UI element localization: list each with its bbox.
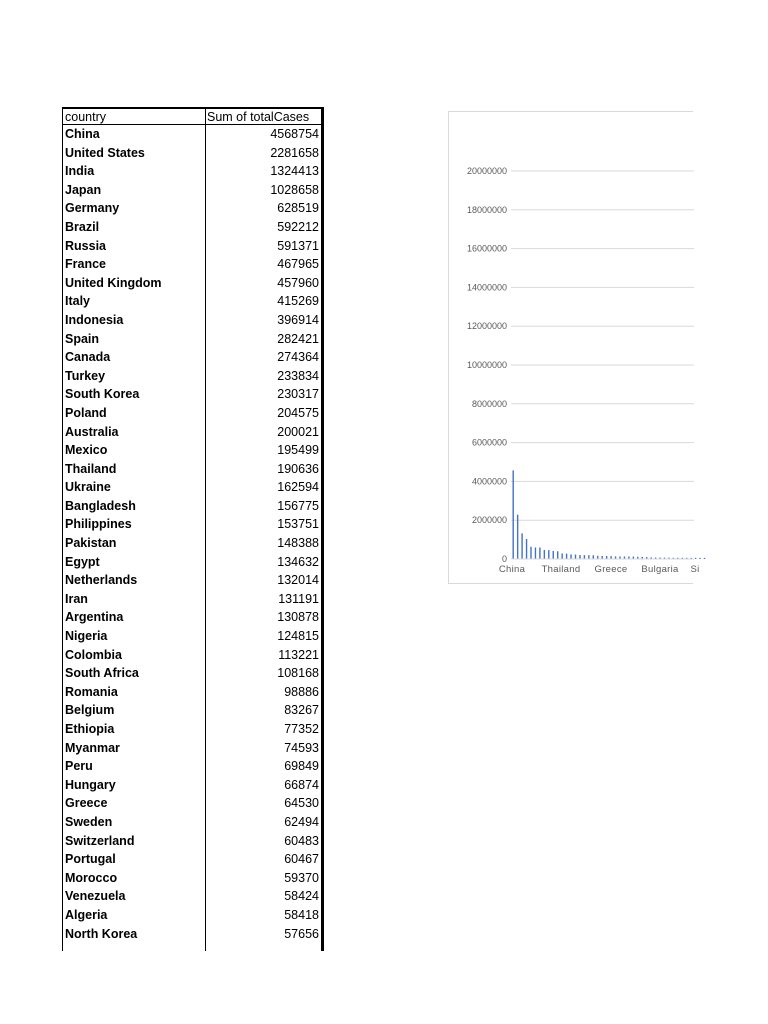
total-cases-cell[interactable]: 282421 — [277, 331, 319, 346]
total-cases-cell[interactable]: 74593 — [284, 740, 319, 755]
column-header-country[interactable]: country — [63, 109, 206, 124]
total-cases-cell[interactable]: 130878 — [277, 610, 319, 625]
country-cell[interactable]: Indonesia — [63, 311, 206, 330]
column-header-sum-total-cases[interactable]: Sum of totalCases — [207, 110, 310, 124]
country-cell[interactable]: Switzerland — [63, 832, 206, 851]
table-row[interactable] — [63, 144, 321, 163]
country-cell[interactable]: Egypt — [63, 553, 206, 572]
country-cell[interactable]: Australia — [63, 423, 206, 442]
total-cases-cell[interactable]: 58424 — [284, 889, 319, 904]
country-cell[interactable]: India — [63, 162, 206, 181]
bar[interactable] — [530, 547, 531, 559]
x-tick-label: Bulgaria — [641, 564, 679, 575]
country-cell[interactable]: Argentina — [63, 608, 206, 627]
country-cell[interactable]: Bangladesh — [63, 497, 206, 516]
country-cell[interactable]: Venezuela — [63, 887, 206, 906]
table-row[interactable] — [63, 813, 321, 832]
bar[interactable] — [695, 558, 696, 559]
table-row[interactable] — [63, 571, 321, 590]
pivot-table — [62, 107, 324, 951]
bar[interactable] — [521, 533, 522, 559]
country-cell[interactable]: Ethiopia — [63, 720, 206, 739]
country-cell[interactable]: Turkey — [63, 367, 206, 386]
table-row[interactable] — [63, 776, 321, 795]
pivot-body — [63, 125, 321, 943]
total-cases-cell[interactable]: 153751 — [277, 517, 319, 532]
table-row[interactable] — [63, 292, 321, 311]
total-cases-cell[interactable]: 132014 — [277, 573, 319, 588]
bar[interactable] — [526, 539, 527, 559]
x-axis-labels — [499, 564, 700, 575]
table-row[interactable] — [63, 423, 321, 442]
country-cell[interactable]: Portugal — [63, 850, 206, 869]
y-tick-label: 4000000 — [471, 476, 507, 487]
table-row[interactable] — [63, 869, 321, 888]
total-cases-cell[interactable]: 396914 — [277, 312, 319, 327]
country-cell[interactable]: Japan — [63, 181, 206, 200]
bar[interactable] — [553, 551, 554, 559]
total-cases-cell[interactable]: 230317 — [277, 387, 319, 402]
total-cases-cell[interactable]: 204575 — [277, 405, 319, 420]
table-row[interactable] — [63, 311, 321, 330]
total-cases-cell[interactable]: 83267 — [284, 703, 319, 718]
country-cell[interactable]: Thailand — [63, 460, 206, 479]
total-cases-cell[interactable]: 1324413 — [270, 164, 319, 179]
country-cell[interactable]: Romania — [63, 683, 206, 702]
country-cell[interactable]: Netherlands — [63, 571, 206, 590]
table-row[interactable] — [63, 348, 321, 367]
country-cell[interactable]: Mexico — [63, 441, 206, 460]
bar[interactable] — [517, 515, 518, 559]
table-row[interactable] — [63, 460, 321, 479]
table-row[interactable] — [63, 441, 321, 460]
total-cases-cell[interactable]: 162594 — [277, 480, 319, 495]
total-cases-cell[interactable]: 457960 — [277, 275, 319, 290]
table-row[interactable] — [63, 534, 321, 553]
total-cases-cell[interactable]: 59370 — [284, 870, 319, 885]
x-tick-label: Greece — [594, 564, 628, 575]
country-cell[interactable]: China — [63, 125, 206, 144]
country-cell[interactable]: South Africa — [63, 664, 206, 683]
y-tick-label: 0 — [501, 554, 507, 564]
table-row[interactable] — [63, 125, 321, 144]
bar-chart — [449, 112, 700, 585]
total-cases-cell[interactable]: 628519 — [277, 201, 319, 216]
table-row[interactable] — [63, 608, 321, 627]
table-row[interactable] — [63, 404, 321, 423]
country-cell[interactable]: Nigeria — [63, 627, 206, 646]
bar[interactable] — [699, 558, 700, 559]
country-cell[interactable]: Pakistan — [63, 534, 206, 553]
country-cell[interactable]: Germany — [63, 199, 206, 218]
country-cell[interactable]: Greece — [63, 794, 206, 813]
total-cases-cell[interactable]: 66874 — [284, 777, 319, 792]
pivot-header-row — [63, 107, 321, 125]
country-cell[interactable]: Myanmar — [63, 739, 206, 758]
country-cell[interactable]: United States — [63, 144, 206, 163]
total-cases-cell[interactable]: 60467 — [284, 852, 319, 867]
table-row[interactable] — [63, 218, 321, 237]
bar[interactable] — [579, 555, 580, 559]
table-row[interactable] — [63, 553, 321, 572]
pivot-table-bottom — [63, 943, 321, 951]
total-cases-cell[interactable]: 60483 — [284, 833, 319, 848]
y-tick-label: 20000000 — [466, 166, 507, 176]
total-cases-cell[interactable]: 124815 — [277, 629, 319, 644]
country-cell[interactable]: France — [63, 255, 206, 274]
y-tick-label: 6000000 — [471, 437, 507, 448]
y-tick-label: 10000000 — [466, 360, 507, 370]
bar[interactable] — [548, 550, 549, 559]
country-cell[interactable]: Peru — [63, 757, 206, 776]
bar[interactable] — [566, 554, 567, 559]
country-cell[interactable]: Algeria — [63, 906, 206, 925]
table-row[interactable] — [63, 683, 321, 702]
country-cell[interactable]: Hungary — [63, 776, 206, 795]
total-cases-cell[interactable]: 195499 — [277, 443, 319, 458]
country-cell[interactable]: Russia — [63, 237, 206, 256]
x-tick-label: China — [498, 564, 526, 575]
bar[interactable] — [704, 558, 705, 559]
table-row[interactable] — [63, 162, 321, 181]
country-cell[interactable]: Philippines — [63, 515, 206, 534]
table-row[interactable] — [63, 925, 321, 944]
total-cases-cell[interactable]: 134632 — [277, 554, 319, 569]
y-tick-label: 8000000 — [471, 398, 507, 409]
country-cell[interactable]: Italy — [63, 292, 206, 311]
country-cell[interactable]: Colombia — [63, 646, 206, 665]
bar[interactable] — [539, 548, 540, 559]
total-cases-cell[interactable]: 156775 — [277, 498, 319, 513]
table-row[interactable] — [63, 478, 321, 497]
total-cases-cell[interactable]: 131191 — [278, 591, 319, 606]
y-tick-label: 2000000 — [471, 515, 507, 526]
table-row[interactable] — [63, 887, 321, 906]
table-row[interactable] — [63, 850, 321, 869]
total-cases-cell[interactable]: 148388 — [277, 536, 319, 551]
total-cases-cell[interactable]: 274364 — [277, 350, 319, 365]
y-tick-label: 18000000 — [466, 204, 507, 215]
table-row[interactable] — [63, 794, 321, 813]
table-row[interactable] — [63, 701, 321, 720]
table-row[interactable] — [63, 515, 321, 534]
total-cases-cell[interactable]: 415269 — [277, 294, 319, 309]
total-cases-cell[interactable]: 4568754 — [270, 127, 319, 141]
gridlines — [511, 171, 694, 520]
country-cell[interactable]: Iran — [63, 590, 206, 609]
total-cases-cell[interactable]: 57656 — [284, 926, 319, 941]
table-row[interactable] — [63, 646, 321, 665]
table-row[interactable] — [63, 757, 321, 776]
country-cell[interactable]: Canada — [63, 348, 206, 367]
total-cases-cell[interactable]: 1028658 — [270, 182, 319, 197]
table-row[interactable] — [63, 832, 321, 851]
bar-series[interactable] — [513, 470, 706, 559]
y-tick-label: 16000000 — [466, 243, 507, 254]
bar[interactable] — [570, 554, 571, 559]
table-row[interactable] — [63, 739, 321, 758]
y-tick-label: 14000000 — [466, 282, 507, 293]
bar[interactable] — [535, 548, 536, 559]
total-cases-cell[interactable]: 69849 — [284, 759, 319, 774]
bar[interactable] — [544, 550, 545, 559]
country-cell[interactable]: Poland — [63, 404, 206, 423]
total-cases-cell[interactable]: 64530 — [284, 796, 319, 811]
y-axis-labels — [467, 166, 507, 564]
table-row[interactable] — [63, 367, 321, 386]
table-row[interactable] — [63, 181, 321, 200]
total-cases-cell[interactable]: 98886 — [284, 684, 319, 699]
country-cell[interactable]: Belgium — [63, 701, 206, 720]
x-tick-label: Thailand — [541, 564, 581, 575]
country-cell[interactable]: Morocco — [63, 869, 206, 888]
bar[interactable] — [588, 555, 589, 559]
total-cases-cell[interactable]: 62494 — [284, 814, 319, 829]
total-cases-cell[interactable]: 77352 — [284, 722, 319, 736]
country-cell[interactable]: South Korea — [63, 385, 206, 404]
table-row[interactable] — [63, 330, 321, 349]
y-tick-label: 12000000 — [466, 321, 507, 332]
country-cell[interactable]: Ukraine — [63, 478, 206, 497]
total-cases-cell[interactable]: 2281658 — [270, 145, 319, 160]
bar[interactable] — [593, 555, 594, 559]
bar[interactable] — [584, 555, 585, 559]
total-cases-cell[interactable]: 108168 — [277, 666, 319, 681]
total-cases-cell[interactable]: 113221 — [278, 647, 319, 662]
bar[interactable] — [561, 554, 562, 559]
table-row[interactable] — [63, 274, 321, 293]
country-cell[interactable]: Sweden — [63, 813, 206, 832]
table-row[interactable] — [63, 720, 321, 739]
total-cases-cell[interactable]: 58418 — [284, 907, 319, 922]
total-cases-cell[interactable]: 591371 — [277, 238, 319, 253]
table-row[interactable] — [63, 664, 321, 683]
table-row[interactable] — [63, 906, 321, 925]
table-row[interactable] — [63, 199, 321, 218]
country-cell[interactable]: North Korea — [63, 925, 206, 944]
country-cell[interactable]: United Kingdom — [63, 274, 206, 293]
country-cell[interactable]: Spain — [63, 330, 206, 349]
table-row[interactable] — [63, 237, 321, 256]
total-cases-cell[interactable]: 233834 — [277, 368, 319, 383]
bar[interactable] — [575, 555, 576, 559]
bar[interactable] — [513, 470, 514, 559]
total-cases-cell[interactable]: 467965 — [277, 257, 319, 272]
bar[interactable] — [557, 551, 558, 559]
total-cases-cell[interactable]: 592212 — [277, 219, 319, 234]
total-cases-cell[interactable]: 200021 — [277, 424, 319, 439]
table-row[interactable] — [63, 590, 321, 609]
table-row[interactable] — [63, 255, 321, 274]
table-row[interactable] — [63, 385, 321, 404]
table-row[interactable] — [63, 497, 321, 516]
table-row[interactable] — [63, 627, 321, 646]
x-tick-label: Si — [690, 564, 700, 575]
total-cases-cell[interactable]: 190636 — [277, 461, 319, 476]
chart-area[interactable] — [448, 111, 700, 584]
country-cell[interactable]: Brazil — [63, 218, 206, 237]
